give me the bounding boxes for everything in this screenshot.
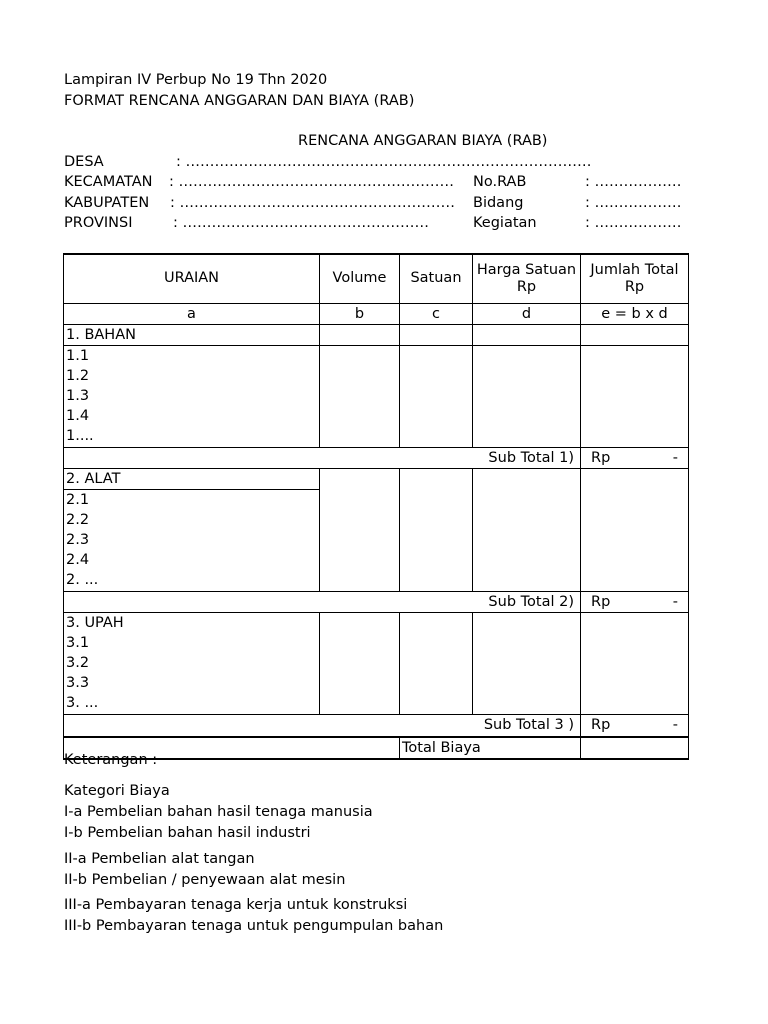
- rp-label: Rp: [591, 717, 611, 733]
- subtotal-value-3: [581, 715, 689, 737]
- list-item: 1.4: [66, 407, 90, 424]
- list-item: 1.3: [66, 387, 90, 404]
- bidang-label: Bidang: [473, 195, 524, 211]
- norab-value: : ………………: [585, 174, 682, 190]
- subtotal-row-1: [64, 447, 689, 468]
- document-title: RENCANA ANGGARAN BIAYA (RAB): [298, 133, 548, 149]
- section-title-upah: 3. UPAH: [64, 612, 320, 633]
- section-title-alat: 2. ALAT: [64, 468, 320, 489]
- items-alat: [64, 489, 320, 591]
- header-volume: Volume: [320, 254, 400, 303]
- section-row-bahan: [64, 324, 689, 345]
- letter-d: d: [473, 303, 581, 324]
- norab-label: No.RAB: [473, 174, 527, 190]
- list-item: 1.1: [66, 347, 90, 364]
- header-line-2: FORMAT RENCANA ANGGARAN DAN BIAYA (RAB): [64, 93, 415, 109]
- list-item: 3.2: [66, 654, 90, 671]
- note-iiia: III-a Pembayaran tenaga kerja untuk konstruksi: [64, 897, 408, 913]
- subtotal-value-2: [581, 591, 689, 612]
- header-jumlah-line1: Jumlah Total: [590, 261, 679, 278]
- subtotal-row-2: [64, 591, 689, 612]
- kabupaten-label: KABUPATEN: [64, 195, 150, 211]
- kecamatan-label: KECAMATAN: [64, 174, 153, 190]
- list-item: 2. ...: [66, 571, 99, 588]
- letter-c: c: [400, 303, 473, 324]
- list-item: 1....: [66, 427, 94, 444]
- section-row-alat: [64, 468, 689, 489]
- rab-table: [63, 253, 689, 760]
- header-line-1: Lampiran IV Perbup No 19 Thn 2020: [64, 72, 328, 88]
- list-item: 2.4: [66, 551, 90, 568]
- letter-e: e = b x d: [581, 303, 689, 324]
- list-item: 1.2: [66, 367, 90, 384]
- note-ia: I-a Pembelian bahan hasil tenaga manusia: [64, 804, 373, 820]
- kegiatan-value: : ………………: [585, 215, 682, 231]
- note-iib: II-b Pembelian / penyewaan alat mesin: [64, 872, 346, 888]
- items-bahan: [64, 345, 320, 447]
- note-iiib: III-b Pembayaran tenaga untuk pengumpulan bahan: [64, 918, 444, 934]
- bidang-value: : ………………: [585, 195, 682, 211]
- section-row-upah: [64, 612, 689, 633]
- total-value: [581, 737, 689, 759]
- desa-value: : …………………………………………………………………………: [176, 154, 592, 170]
- subtotal-label-2: Sub Total 2): [64, 591, 581, 612]
- items-upah: [64, 633, 320, 715]
- list-item: 3.1: [66, 634, 90, 651]
- header-jumlah-total: [581, 254, 689, 303]
- subtotal-label-1: Sub Total 1): [64, 447, 581, 468]
- keterangan-label: Keterangan :: [64, 752, 158, 768]
- kecamatan-value: : …………………………………………………: [169, 174, 454, 190]
- rp-value: -: [672, 449, 678, 466]
- rp-label: Rp: [591, 449, 611, 466]
- header-jumlah-line2: Rp: [624, 278, 645, 295]
- subtotal-label-3: Sub Total 3 ): [64, 715, 581, 737]
- table-letter-row: [64, 303, 689, 324]
- items-row-alat: [64, 489, 689, 591]
- subtotal-value-1: [581, 447, 689, 468]
- total-row: [64, 737, 689, 759]
- header-harga-line1: Harga Satuan: [476, 261, 577, 278]
- subtotal-row-3: [64, 715, 689, 737]
- provinsi-value: : ……………………………………………: [173, 215, 429, 231]
- items-row-upah: [64, 633, 689, 715]
- provinsi-label: PROVINSI: [64, 215, 133, 231]
- header-uraian: URAIAN: [64, 254, 320, 303]
- list-item: 2.1: [66, 491, 90, 508]
- list-item: 3.3: [66, 674, 90, 691]
- header-satuan: Satuan: [400, 254, 473, 303]
- list-item: 3. ...: [66, 694, 99, 711]
- list-item: 2.3: [66, 531, 90, 548]
- list-item: 2.2: [66, 511, 90, 528]
- header-harga-satuan: [473, 254, 581, 303]
- letter-b: b: [320, 303, 400, 324]
- rp-value: -: [672, 593, 678, 610]
- section-title-bahan: 1. BAHAN: [64, 324, 320, 345]
- desa-label: DESA: [64, 154, 104, 170]
- note-ib: I-b Pembelian bahan hasil industri: [64, 825, 311, 841]
- items-row-bahan: [64, 345, 689, 447]
- rp-label: Rp: [591, 593, 611, 610]
- total-label: Total Biaya: [400, 737, 581, 759]
- table-header-row: [64, 254, 689, 303]
- kegiatan-label: Kegiatan: [473, 215, 537, 231]
- kabupaten-value: : …………………………………………………: [170, 195, 455, 211]
- kategori-heading: Kategori Biaya: [64, 783, 170, 799]
- rp-value: -: [672, 717, 678, 733]
- header-harga-line2: Rp: [516, 278, 537, 295]
- note-iia: II-a Pembelian alat tangan: [64, 851, 255, 867]
- letter-a: a: [64, 303, 320, 324]
